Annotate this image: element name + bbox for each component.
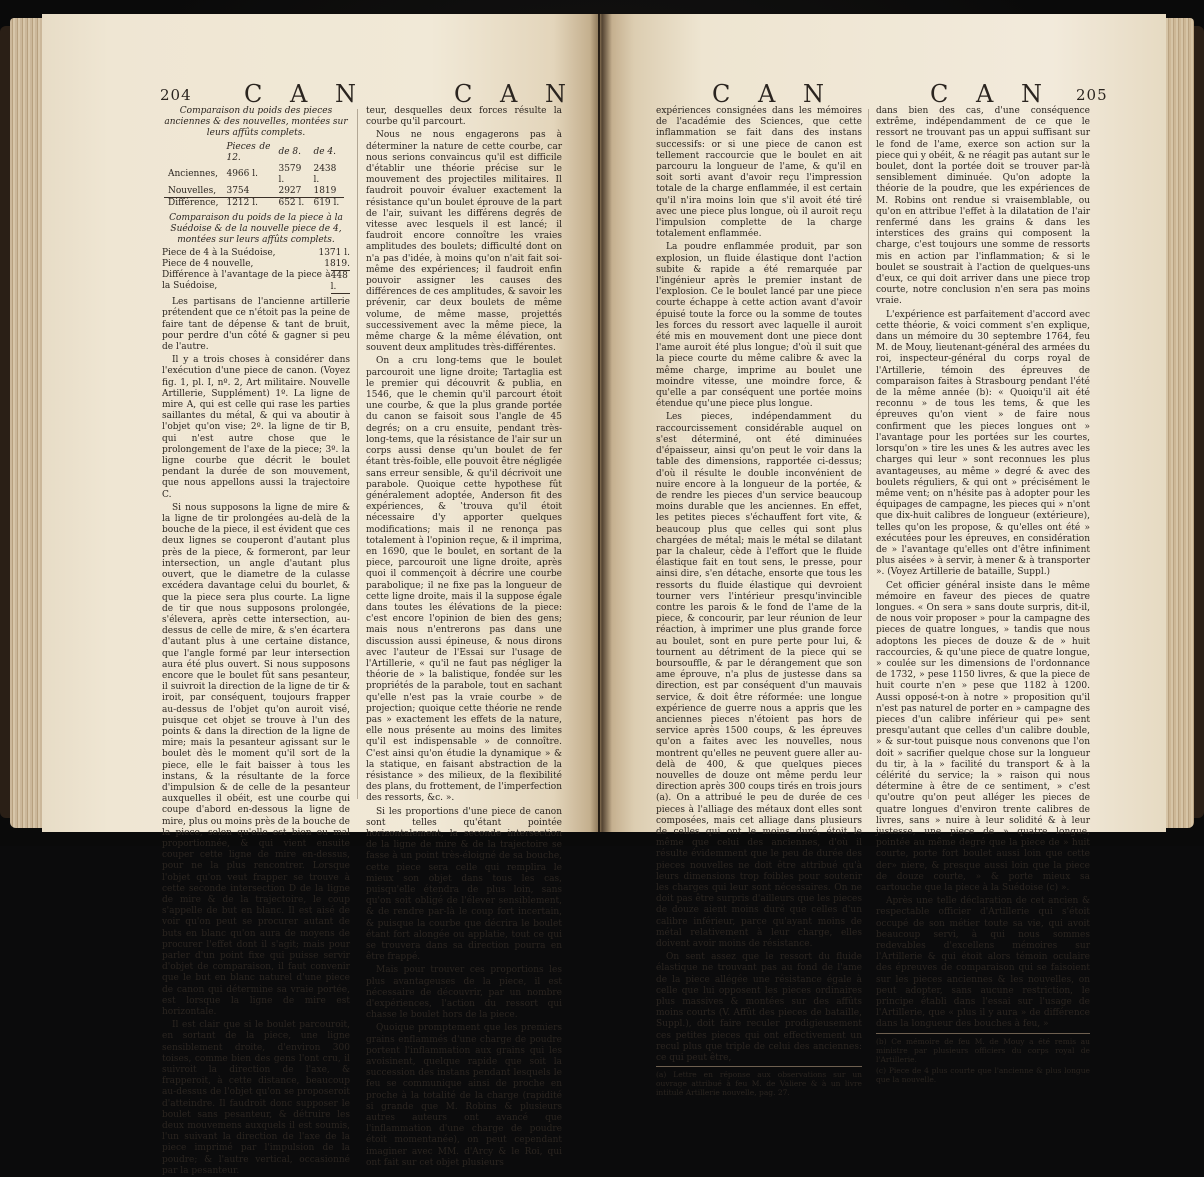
table2-label: Différence à l'avantage de la piece à la Suédoise, — [162, 270, 331, 292]
paragraph: Si nous supposons la ligne de mire & la ligne de tir prolongées au-delà de la bouche de la piece, il est évident que ces deux lignes se couperont d'autant plus près de la piece, & formeront, par leur intersection, un angle d'autant plus ouvert, que le diametre de la culasse excédera davantage celui du bourlet, & que la piece sera plus courte. La ligne de tir que nous supposons prolongée, s'élevera, après cette intersection, au-dessus de celle de mire, & s'en écartera d'autant plus à une certaine distance, que l'angle formé par leur intersection aura été plus ouvert. Si nous supposons encore que le boulet fût sans pesanteur, il suivroit la direction de la ligne de tir & iroit, par conséquent, toujours frapper au-dessus de l'objet qu'on auroit visé, puisque cet objet se trouve à l'un des points & dans la direction de la ligne de mire; mais la pesanteur agissant sur le boulet dès le moment qu'il sort de la piece, elle le fait baisser à tous les instans, & la résultante de la force d'impulsion & de celle de la pesanteur auxquelles il obéit, est une courbe qui coupe d'abord en-dessous la ligne de mire, plus ou moins près de la bouche de la piece, selon qu'elle est bien ou mal proportionnée, & qui vient ensuite couper cette ligne de mire en-dessus, pour ne la plus rencontrer. Lorsque l'objet qu'on veut frapper se trouve à cette seconde intersection D de la ligne de mire & de la trajectoire, le coup s'appelle de but en blanc. Il est aisé de voir qu'on peut se procurer autant de buts en blanc qu'on aura de moyens de procurer l'effet dont il s'agit; mais pour parler d'un point fixe qui puisse servir d'objet de comparaison, il faut convenir que le but en blanc naturel d'une piece de canon qui détermine sa vraie portée, est lorsque la ligne de mire est horizontale. — [162, 502, 350, 1018]
paragraph: L'expérience est parfaitement d'accord avec cette théorie, & voici comment s'en explique, dans un mémoire du 30 septembre 1764, feu M. de Mouy, lieutenant-général des armées du roi, inspecteur-général du corps royal de l'Artillerie, témoin des épreuves de comparaison faites à Strasbourg pendant l'été de la même année (b): « Quoiqu'il ait été reconnu » de tous les tems, & que les épreuves qu'on vient » de faire nous confirment que les pieces longues ont » l'avantage pour les portées sur les courtes, lorsqu'on » tire les unes & les autres avec les charges qui leur » sont reconnues les plus avantageuses, au même » degré & avec des boulets réguliers, & qui ont » précisément le même vent; on n'hésite pas à adopter pour les équipages de campagne, les pieces qui » n'ont que dix-huit calibres de longueur (extérieure), telles qu'on les propose, & qu'elles ont été » exécutées pour les épreuves, en considération de » l'avantage qu'elles ont d'être infiniment plus aisées » à servir, à mener & à transporter ». (Voyez Artillerie de bataille, Suppl.) — [876, 309, 1090, 578]
paragraph: teur, desquelles deux forces résulte la courbe qu'il parcourt. — [366, 106, 562, 128]
table1-row — [164, 186, 344, 198]
paragraph: Mais pour trouver ces proportions les plus avantageuses de la piece, il est nécessaire de découvrir, par un nombre d'expériences, l'action du ressort qui chasse le boulet hors de la piece. — [366, 965, 562, 1021]
footnote: (b) Ce mémoire de feu M. de Mouy a été remis au ministre par plusieurs officiers du corps royal de l'Artillerie. — [876, 1033, 1090, 1064]
paragraph: Après une telle déclaration de cet ancien & respectable officier d'Artillerie qui s'étoit occupé de son métier toute sa vie, qui avoit beaucoup servi, à qui nous sommes redevables d'excellens mémoires sur l'Artillerie & qui étoit alors témoin oculaire des épreuves de comparaison qui se faisoient sur les pieces anciennes & les nouvelles, on peut adopter, sans aucune restriction, le principe établi dans l'essai sur l'usage de l'Artillerie, que « plus il y aura » de différence dans la longueur des bouches à feu, » — [876, 896, 1090, 1030]
table1-cell: 619 l. — [309, 197, 344, 209]
weight-comparison-table — [164, 142, 344, 209]
table2-caption: Comparaison du poids de la piece à la Suédoise & de la nouvelle piece de 4, montées sur leurs affûts complets. — [169, 212, 343, 246]
paragraph: Cet officier général insiste dans le même mémoire en faveur des pieces de quatre longues. « On sera » sans doute surpris, dit-il, de nous voir proposer » pour la campagne des pieces de quatre longues, » tandis que nous adoptons les pieces de douze & de » huit raccourcies, & qu'une piece de quatre longue, » coulée sur les dimensions de l'ordonnance de 1732, » pese 1150 livres, & que la piece de huit courte n'en » pese que 1182 à 1200. Aussi opposé-t-on à notre » proposition qu'il n'est pas naturel de porter en » campagne des pieces d'un calibre inférieur qui pe» sent presqu'autant que celles d'un calibre double, » & sur-tout puisque nous convenons que l'on doit » sacrifier quelque chose sur la longueur du tir, à la » facilité du transport & à la célérité du service; la » raison qui nous détermine à être de ce sentiment, » c'est qu'outre qu'on peut alléger les pieces de quatre longues d'environ trente calibres de livres, sans » nuire à leur solidité & à leur justesse, une piece de » quatre longue, pointée au même degré que la piece de » huit courte, porte fort boulet aussi loin que cette der» niere, & presque aussi loin que la piece de douze courte, » & porte mieux sa cartouche que la piece à la Suédoise (c) ». — [876, 580, 1090, 894]
table1-header: Pieces de 12. — [226, 141, 271, 163]
running-head-left-2: C A N — [454, 80, 576, 108]
table1-cell: 2927 — [278, 185, 302, 196]
book-gutter — [590, 14, 612, 832]
right-column-1 — [656, 106, 862, 1098]
running-head-right-2: C A N — [930, 80, 1052, 108]
footnote: (a) Lettre en réponse aux observations sur un ouvrage attribué à feu M. de Valiere & à un livre intitulé Artillerie nouvelle, pag. 27. — [656, 1066, 862, 1097]
column-separator — [868, 109, 869, 799]
paragraph: Les partisans de l'ancienne artillerie prétendent que ce n'étoit pas la peine de faire tant de dépense & tant de bruit, pour perdre d'un côté & gagner si peu de l'autre. — [162, 297, 350, 353]
page-number-right: 205 — [1076, 86, 1108, 104]
left-column-1 — [162, 106, 350, 1176]
table2-row — [162, 248, 350, 259]
table2-value: 1819. — [324, 259, 350, 270]
table1-row-label: Différence, — [164, 197, 222, 209]
table2-label: Piece de 4 nouvelle, — [162, 259, 254, 270]
left-column-2 — [366, 106, 562, 1168]
paragraph: Les pieces, indépendamment du raccourcissement considérable auquel on s'est déterminé, ont été diminuées d'épaisseur, ainsi qu'on peut le voir dans la table des dimensions, rapportée ci-dessus; d'où il résulte le double inconvénient de nuire encore à la longueur de la portée, & de rendre les pieces d'un service beaucoup moins durable que les anciennes. En effet, les petites pieces s'échauffent fort vite, & beaucoup plus que celles qui sont plus chargées de métal; mais le métal se dilatant par la chaleur, cède à l'effort que le fluide élastique fait en tout sens, le presse, pour ainsi dire, s'en détache, ensorte que tous les ressorts du fluide élastique qui devroient tourner vers l'intérieur presqu'invincible contre les parois & le fond de l'ame de la piece, & concourir, par leur réunion de leur réaction, à imprimer une plus grande force au boulet, sont en pure perte pour lui, & tournent au détriment de la piece qui se boursouffle, & par le dérangement que son ame éprouve, n'a plus de justesse dans sa direction, est par conséquent d'un mauvais service, & doit être réformée: une longue expérience de guerre nous a appris que les anciennes pieces n'étoient pas hors de service après 1500 coups, & les épreuves qu'on a faites avec les nouvelles, nous montrent qu'elles ne peuvent guere aller au-delà de 400, & que quelques pieces nouvelles de douze ont même perdu leur direction après 300 coups tirés en trois jours (a). On a attribué le peu de durée de ces pieces à l'alliage des métaux dont elles sont composées, mais cet alliage dans plusieurs de celles qui ont le moins duré, étoit le même que celui des anciennes, d'où il résulte évidemment que le peu de durée des pieces nouvelles ne doit être attribué qu'à leurs dimensions trop foibles pour soutenir les charges qui leur sont nécessaires. On ne doit pas être surpris d'ailleurs que les pieces de douze aient moins duré que celles d'un calibre inférieur, parce qu'ayant moins de métal relativement à leur charge, elles doivent avoir moins de résistance. — [656, 412, 862, 950]
table2-value: 1371 l. — [318, 248, 350, 259]
table1-cell: 3754 — [226, 185, 250, 196]
table1-header: de 8. — [278, 147, 302, 158]
table1-cell: 3579 l. — [278, 163, 302, 185]
page-edges-right — [1166, 18, 1194, 828]
running-head-right-1: C A N — [712, 80, 834, 108]
table1-cell: 4966 l. — [226, 169, 258, 180]
paragraph: Il y a trois choses à considérer dans l'exécution d'une piece de canon. (Voyez fig. 1, pl. I, nº. 2, Art militaire. Nouvelle Artillerie, Supplément) 1º. La ligne de mire A, qui est celle qui rase les parties saillantes du métal, & qui va aboutir à l'objet qu'on vise; 2º. la ligne de tir B, qui n'est autre chose que le prolongement de l'axe de la piece; 3º. la ligne courbe que décrit le boulet pendant la durée de son mouvement, que nous appellons aussi la trajectoire C. — [162, 355, 350, 500]
left-page — [42, 14, 598, 1176]
paragraph: Si les proportions d'une piece de canon sont telles qu'étant pointée horizontalement, la seconde intersection de la ligne de mire & de la trajectoire se fasse à un point très-éloigné de sa bouche, cette piece sera celle qui remplira le mieux son objet dans tous les cas, puisqu'elle étendra de plus loin, sans qu'on soit obligé de l'élever sensiblement, & de rendre par-là le coup fort incertain, & puisque la courbe que décrira le boulet étant fort alongée ou applatie, tout ce qui se trouvera dans sa direction pourra en être frappé. — [366, 806, 562, 963]
table2-row — [162, 270, 350, 294]
paragraph: Nous ne nous engagerons pas à déterminer la nature de cette courbe, car nous serions convaincus qu'il est difficile d'établir une théorie précise sur le mouvement des projectiles militaires. Il faudroit pouvoir évaluer exactement la résistance qu'un boulet éprouve de la part de l'air, suivant les différens degrés de vitesse avec lesquels il est lancé; il faudroit encore connoître les vraies amplitudes des boulets; difficulté dont on n'a pas d'idée, à moins qu'on n'ait fait soi-même des expériences; il faudroit enfin pouvoir assigner les causes des différences de ces amplitudes, & savoir les prévenir, car deux boulets de même volume, de même masse, projettés successivement avec la même piece, la même charge & la même élévation, ont souvent deux amplitudes très-différentes. — [366, 130, 562, 354]
right-column-2 — [876, 106, 1090, 1084]
right-page — [600, 14, 1166, 1098]
table1-header: de 4. — [313, 147, 337, 158]
page-number-left: 204 — [160, 86, 192, 104]
table1-row-label: Anciennes, — [168, 169, 218, 180]
table1-caption: Comparaison du poids des pieces anciennes & des nouvelles, montées sur leurs affûts complets. — [164, 106, 348, 139]
table1-row — [164, 197, 344, 209]
table1-cell: 1212 l. — [222, 197, 274, 209]
page-edges-left — [10, 18, 46, 828]
paragraph: La poudre enflammée produit, par son explosion, un fluide élastique dont l'action subite & rapide a été remarquée par l'ingénieur après le premier instant de l'explosion. Ce le boulet lancé par une piece courte échappe à cette action avant d'avoir épuisé toute la force ou la somme de toutes les forces du ressort avec laquelle il auroit été mis en mouvement dont une piece dont l'ame auroit été plus longue; d'où il suit que la piece courte du même calibre & avec la même charge, imprime au boulet une moindre vitesse, une moindre force, & qu'elle a par conséquent une portée moins étendue qu'une piece plus longue. — [656, 242, 862, 410]
paragraph: Quoique promptement que les premiers grains enflammés d'une charge de poudre portent l'inflammation aux grains qui les avoisinent, quelque rapide que soit la succession des instans pendant lesquels le feu se communique ainsi de proche en proche à la totalité de la charge (rapidité si grande que M. Robins & plusieurs autres auteurs ont avancé que l'inflammation d'une charge de poudre étoit momentanée), on peut cependant imaginer avec MM. d'Arcy & le Roi, qui ont fait sur cet objet plusieurs — [366, 1023, 562, 1168]
paragraph: Il est clair que si le boulet parcouroit, en sortant de la piece, une ligne sensiblement droite, d'environ 300 toises, comme bien des gens l'ont cru, il suivroit la direction de l'axe, & frapperoit, à cette distance, beaucoup au-dessus de l'objet qu'on se proposeroit d'atteindre. Il faudroit donc supposer le boulet sans pesanteur, & détruire les deux mouvemens auxquels il est soumis, l'un suivant la direction de l'axe de la piece imprimé par l'impulsion de la poudre; & l'autre vertical, occasionné par la pesanteur. — [162, 1020, 350, 1176]
column-separator — [357, 109, 358, 799]
paragraph: On a cru long-tems que le boulet parcouroit une ligne droite; Tartaglia est le premier qui découvrit & publia, en 1546, que le chemin qu'il parcourt étoit une courbe, & que la plus grande portée du canon se faisoit sous l'angle de 45 degrés; on a cru ensuite, pendant très-long-tems, que la résistance de l'air sur un corps aussi dense qu'un boulet de fer étant très-foible, elle pouvoit être négligée sans erreur sensible, & qu'il décrivoit une parabole. Quoique cette hypothese fût généralement adoptée, Anderson fit des expériences, & ‛trouva qu'il étoit nécessaire d'y apporter quelques modifications; mais il ne renonça pas totalement à l'opinion reçue, & il imprima, en 1690, que le boulet, en sortant de la piece, parcouroit une ligne droite, après quoi il commençoit à décrire une courbe parabolique; il ne fixe pas la longueur de cette ligne droite, mais il la suppose égale dans toutes les élévations de la piece: c'est encore l'opinion de bien des gens; mais nous n'entrerons pas dans une discussion aussi épineuse, & nous dirons avec l'auteur de l'Essai sur l'usage de l'Artillerie, « qu'il ne faut pas négliger la théorie de » la balistique, fondée sur les propriétés de la parabole, tout en sachant qu'elle n'est pas la vraie courbe » de projection; quoique cette théorie ne rende pas » exactement les effets de la nature, elle nous présente au moins des limites qu'il est indispensable » de connoître. C'est ainsi qu'on étudie la dynamique » & la statique, en faisant abstraction de la résistance » des milieux, de la flexibilité des plans, du frottement, de l'imperfection des ressorts, &c. ». — [366, 356, 562, 804]
table2-value: 448 l. — [331, 270, 350, 294]
table2-label: Piece de 4 à la Suédoise, — [162, 248, 276, 259]
footnote: (c) Piece de 4 plus courte que l'ancienne & plus longue que la nouvelle. — [876, 1065, 1090, 1084]
table1-row-label: Nouvelles, — [168, 185, 217, 196]
paragraph: dans bien des cas, d'une conséquence extrême, indépendamment de ce que le ressort ne trouvant pas un appui suffisant sur le fond de l'ame, exerce son action sur la piece qui y obéit, & ne réagit pas autant sur le boulet, dont la portée doit se trouver par-là sensiblement diminuée. Qu'on adopte la théorie de la poudre, que les expériences de M. Robins ont rendue si vraisemblable, ou qu'on en attribue l'effet à la dilatation de l'air renfermé dans les grains & dans les interstices des grains qui composent la charge, c'est toujours une somme de ressorts mis en action par l'inflammation; & si le boulet se soustrait à l'action de quelques-uns d'eux, ce qui doit arriver dans une piece trop courte, notre conclusion n'en sera pas moins vraie. — [876, 106, 1090, 307]
table2-row — [162, 259, 350, 270]
table1-cell: 1819 — [313, 185, 337, 196]
table1-row — [164, 164, 344, 186]
table1-header-row — [164, 142, 344, 164]
paragraph: On sent assez que le ressort du fluide élastique ne trouvant pas au fond de l'ame de la piece allégée une résistance égale à celle que lui opposent les pieces ordinaires plus massives & montées sur des affûts moins courts (V. Affût des pieces de bataille, Suppl.), doit faire reculer prodigieusement ces petites pieces qui ont effectivement un recul plus que triple de celui des anciennes: ce qui peut être, — [656, 952, 862, 1064]
paragraph: expériences consignées dans les mémoires de l'académie des Sciences, que cette inflammation se fait dans des instans successifs: or si une piece de canon est tellement raccourcie que le boulet en ait parcouru la longueur de l'ame, & qu'il en soit sorti avant d'avoir reçu l'impression totale de la charge enflammée, il est certain qu'il n'ira moins loin que s'il avoit été tiré avec une piece plus longue, où il auroit reçu l'impulsion complette de la charge totalement enflammée. — [656, 106, 862, 240]
running-head-left-1: C A N — [244, 80, 366, 108]
table1-cell: 2438 l. — [313, 163, 337, 185]
table1-cell: 652 l. — [274, 197, 309, 209]
